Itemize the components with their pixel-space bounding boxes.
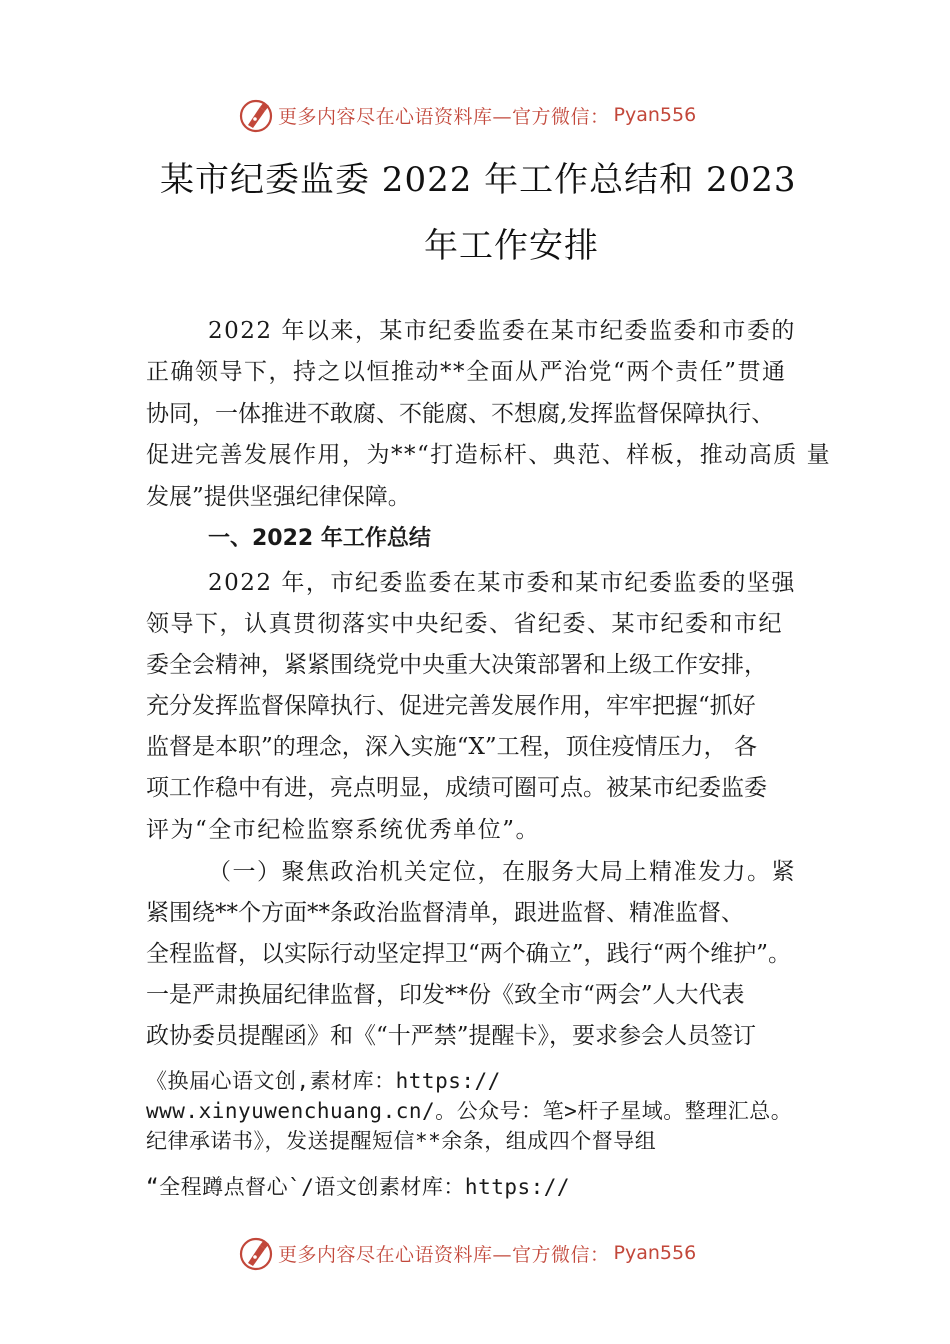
paragraph-line: 紧围绕**个方面**条政治监督清单，跟进监督、精准监督、 bbox=[146, 900, 744, 926]
paragraph-line: 委全会精神，紧紧围绕党中央重大决策部署和上级工作安排， bbox=[146, 652, 767, 678]
section-heading: 一、2022 年工作总结 bbox=[208, 526, 431, 551]
wechat-id: Pyan556 bbox=[613, 104, 697, 126]
paragraph-line: 监督是本职”的理念，深入实施“X”工程，顶住疫情压力， 各 bbox=[146, 734, 757, 760]
paragraph-line: “全程蹲点督心`/语文创素材库：https:// bbox=[146, 1175, 571, 1199]
paragraph-line: www.xinyuwenchuang.cn/。公众号：笔>杆子星域。整理汇总。 bbox=[146, 1099, 793, 1123]
paragraph-line: 充分发挥监督保障执行、促进完善发展作用，牢牢把握“抓好 bbox=[146, 693, 756, 719]
paragraph-line: 《换届心语文创,素材库：https:// bbox=[146, 1069, 501, 1093]
header-banner bbox=[0, 95, 950, 135]
paragraph-line: 全程监督，以实际行动坚定捍卫“两个确立”，践行“两个维护”。 bbox=[146, 941, 792, 967]
paragraph-line: 领导下，认真贯彻落实中央纪委、省纪委、某市纪委和市纪 bbox=[146, 611, 783, 637]
pen-nib-logo-icon bbox=[238, 1235, 274, 1271]
paragraph-line: 项工作稳中有进，亮点明显，成绩可圈可点。被某市纪委监委 bbox=[146, 775, 767, 801]
paragraph-line: 纪律承诺书》，发送提醒短信**余条，组成四个督导组 bbox=[146, 1129, 657, 1153]
document-title-line-2: 年工作安排 bbox=[424, 226, 599, 266]
pen-nib-logo-icon bbox=[238, 97, 274, 133]
document-title-line-1: 某市纪委监委 2022 年工作总结和 2023 bbox=[160, 160, 797, 200]
paragraph-line: 2022 年，市纪委监委在某市委和某市纪委监委的坚强 bbox=[208, 570, 796, 596]
paragraph-line: 促进完善发展作用，为**“打造标杆、典范、样板，推动高质 量 bbox=[146, 442, 832, 468]
banner-text: 更多内容尽在心语资料库—官方微信： bbox=[278, 105, 610, 128]
paragraph-line: 2022 年以来，某市纪委监委在某市纪委监委和市委的 bbox=[208, 318, 796, 344]
paragraph-line: 发展”提供坚强纪律保障。 bbox=[146, 484, 411, 510]
paragraph-line: 评为“全市纪检监察系统优秀单位”。 bbox=[146, 817, 541, 843]
footer-banner bbox=[0, 1233, 950, 1273]
paragraph-line: 正确领导下，持之以恒推动**全面从严治党“两个责任”贯通 bbox=[146, 359, 787, 385]
paragraph-line: 一是严肃换届纪律监督，印发**份《致全市“两会”人大代表 bbox=[146, 982, 745, 1008]
paragraph-line: （一）聚焦政治机关定位，在服务大局上精准发力。紧 bbox=[208, 859, 796, 885]
banner-text: 更多内容尽在心语资料库—官方微信： bbox=[278, 1243, 610, 1266]
paragraph-line: 政协委员提醒函》和《“十严禁”提醒卡》，要求参会人员签订 bbox=[146, 1023, 757, 1049]
paragraph-line: 协同，一体推进不敢腐、不能腐、不想腐,发挥监督保障执行、 bbox=[146, 401, 775, 427]
wechat-id: Pyan556 bbox=[613, 1242, 697, 1264]
